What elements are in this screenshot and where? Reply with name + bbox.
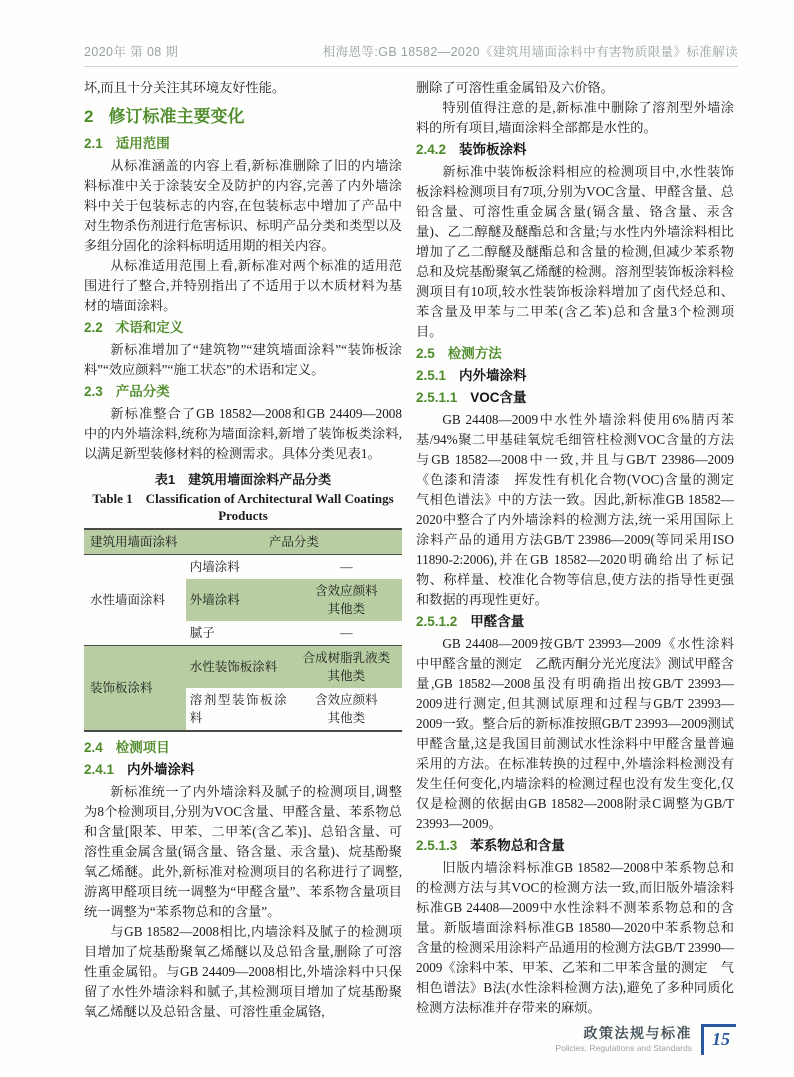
- section-number: 2: [84, 107, 94, 126]
- table-cell-line: 合成树脂乳液类: [302, 651, 391, 665]
- section-title: 检测方法: [447, 346, 502, 361]
- section-number: 2.5.1.2: [416, 614, 458, 629]
- table-cell-line: 含效应颜料: [315, 693, 378, 707]
- paragraph-carryover: 坏,而且十分关注其环境友好性能。: [84, 80, 286, 95]
- section-heading-2-4-1: [84, 760, 402, 780]
- section-title: 术语和定义: [115, 320, 184, 335]
- table-caption-en: [84, 490, 402, 524]
- paragraph: 新标准统一了内外墙涂料及腻子的检测项目,调整为8个检测项目,分别为VOC含量、甲醛含量、苯系物总和含量[限苯、甲苯、二甲苯(含乙苯)]、总铅含量、可溶性重金属含量(镉含量、铬含量、汞含量)、烷基酚聚氧乙烯醚。此外,新标准对检测项目的名称进行了调整,游离甲醛项目统一调整为“甲醛含量”、苯系物含量项目统一调整为“苯系物总和的含量”。: [84, 784, 402, 919]
- section-title: 检测项目: [115, 740, 170, 755]
- section-number: 2.2: [84, 320, 103, 335]
- section-title: 内外墙涂料: [127, 762, 195, 777]
- paragraph: 旧版内墙涂料标准GB 18582—2008中苯系物总和的检测方法与其VOC的检测方法一致,而旧版外墙涂料标准GB 24408—2009中水性涂料不测苯系物总和的含量。新版墙面涂料标准GB 18580—2020中苯系物总和含量的检测采用涂料产品通用的检测方法GB/T 23990—2009《涂料中苯、甲苯、乙苯和二甲苯含量的测定 气相色谱法》B法(水性涂料检测方法),避免了多种同质化检测方法标准并存带来的麻烦。: [416, 860, 734, 1015]
- section-title: VOC含量: [470, 390, 527, 405]
- section-heading-2-2: [84, 318, 402, 338]
- paragraph: 新标准中装饰板涂料相应的检测项目中,水性装饰板涂料检测项目有7项,分别为VOC含量、甲醛含量、总铅含量、可溶性重金属含量(镉含量、铬含量、汞含量)、乙二醇醚及醚酯总和含量;与水性内外墙涂料相比增加了乙二醇醚及醚酯总和含量的检测,但减少苯系物总和及烷基酚聚氧乙烯醚的检测。溶剂型装饰板涂料检测项目有10项,较水性装饰板涂料增加了卤代烃总和、苯含量及甲苯与二甲苯(含乙苯)总和含量3个检测项目。: [416, 164, 734, 339]
- table-group-cell: 装饰板涂料: [84, 646, 186, 732]
- table-caption-en-line1: Table 1 Classification of Architectural Wall Coatings: [92, 491, 394, 506]
- section-heading-2-1: [84, 134, 402, 154]
- section-title: 装饰板涂料: [459, 142, 527, 157]
- left-column: [84, 78, 402, 1022]
- table-cell: 腻子: [186, 621, 291, 646]
- table-cell-line: 其他类: [327, 711, 366, 725]
- section-title: 内外墙涂料: [459, 368, 527, 383]
- footer-section-subtitle: Policies, Regulations and Standards: [555, 1043, 692, 1053]
- article-body: [84, 78, 748, 1022]
- section-number: 2.4.2: [416, 142, 447, 157]
- section-number: 2.1: [84, 136, 103, 151]
- section-title: 苯系物总和含量: [470, 838, 565, 853]
- section-number: 2.3: [84, 384, 103, 399]
- table-cell: [291, 688, 402, 731]
- section-heading-2-5-1-2: [416, 612, 734, 632]
- table-cell-line: 其他类: [327, 602, 366, 616]
- section-heading-2-4-2: [416, 140, 734, 160]
- section-heading-2-3: [84, 382, 402, 402]
- paragraph: 新标准整合了GB 18582—2008和GB 24409—2008中的内外墙涂料,统称为墙面涂料,新增了装饰板类涂料,以满足新型装修材料的检测需求。具体分类见表1。: [84, 406, 402, 461]
- table-cell: 溶剂型装饰板涂料: [189, 693, 287, 725]
- section-number: 2.5.1.3: [416, 838, 458, 853]
- table-group-cell: 水性墙面涂料: [84, 555, 186, 646]
- table-cell-line: 含效应颜料: [315, 584, 378, 598]
- table-row: [84, 646, 402, 689]
- footer-section: [555, 1024, 692, 1053]
- section-number: 2.4: [84, 740, 103, 755]
- table-header-cell: 产品分类: [186, 529, 402, 555]
- paragraph: 新标准增加了“建筑物”“建筑墙面涂料”“装饰板涂料”“效应颜料”“施工状态”的术语和定义。: [84, 342, 402, 377]
- paragraph: 从标准涵盖的内容上看,新标准删除了旧的内墙涂料标准中关于涂装安全及防护的内容,完善了内外墙涂料中关于包装标志的内容,在包装标志中增加了产品中对生物杀伤剂进行危害标识、标明产品分类和类型以及多组分固化的涂料标明适用期的相关内容。: [84, 158, 402, 253]
- running-title: 相海恩等:GB 18582—2020《建筑用墙面涂料中有害物质限量》标准解读: [322, 45, 738, 59]
- section-number: 2.5.1: [416, 368, 447, 383]
- section-title: 产品分类: [115, 384, 170, 399]
- page-number-value: 15: [712, 1029, 730, 1049]
- table-cell: —: [291, 621, 402, 646]
- table-header-cell: 建筑用墙面涂料: [84, 529, 186, 555]
- section-heading-2-5-1-3: [416, 836, 734, 856]
- section-number: 2.5: [416, 346, 435, 361]
- section-heading-2: [84, 106, 402, 128]
- table-cell: 水性装饰板涂料: [186, 646, 291, 689]
- paragraph: GB 24408—2009按GB/T 23993—2009《水性涂料中甲醛含量的测定 乙酰丙酮分光光度法》测试甲醛含量,GB 18582—2008虽没有明确指出按GB/T 23993—2009进行测定,但其测试原理和过程与GB/T 23993—2009一致。整合后的新标准按照GB/T 23993—2009测试甲醛含量,这是我国目前测试水性涂料中甲醛含量普遍采用的方法。在标准转换的过程中,外墙涂料检测没有发生任何变化,内墙涂料的检测过程也没有发生变化,仅仅是检测的依据由GB 18582—2008附录C调整为GB/T 23993—2009。: [416, 636, 734, 831]
- issue-label: 2020年 第 08 期: [84, 45, 179, 59]
- paragraph: 从标准适用范围上看,新标准对两个标准的适用范围进行了整合,并特别指出了不适用于以木质材料为基材的墙面涂料。: [84, 258, 402, 313]
- section-number: 2.4.1: [84, 762, 115, 777]
- table-caption-zh: 表1 建筑用墙面涂料产品分类: [154, 472, 332, 487]
- section-title: 修订标准主要变化: [108, 107, 245, 126]
- table-row: [84, 555, 402, 580]
- table-cell: —: [340, 560, 353, 574]
- table-cell: [291, 646, 402, 689]
- section-title: 适用范围: [115, 136, 170, 151]
- table-cell: [291, 579, 402, 621]
- page-header: [84, 42, 738, 67]
- table-cell: 内墙涂料: [189, 560, 240, 574]
- section-heading-2-5-1-1: [416, 388, 734, 408]
- paragraph-carryover: 删除了可溶性重金属铅及六价铬。: [416, 80, 614, 95]
- footer-section-title: 政策法规与标准: [583, 1025, 692, 1041]
- page-number: [701, 1024, 736, 1055]
- table-cell: 外墙涂料: [186, 579, 291, 621]
- section-heading-2-4: [84, 738, 402, 758]
- page-footer: [555, 1024, 736, 1055]
- paragraph: GB 24408—2009中水性外墙涂料使用6%腈丙苯基/94%聚二甲基硅氧烷毛细管柱检测VOC含量的方法与GB 18582—2008中一致,并且与GB/T 23986—2009《色漆和清漆 挥发性有机化合物(VOC)含量的测定 气相色谱法》中的方法一致。因此,新标准GB 18582—2020中整合了内外墙涂料的检测方法,统一采用国际上涂料产品的通用方法GB/T 23986—2009(等同采用ISO 11890-2:2006),并在GB 18582—2020明确给出了标记物、称样量、校准化合物等信息,使方法的指导性更强和数据的再现性更好。: [416, 412, 748, 607]
- section-number: 2.5.1.1: [416, 390, 458, 405]
- paragraph: 与GB 18582—2008相比,内墙涂料及腻子的检测项目增加了烷基酚聚氧乙烯醚以及总铅含量,删除了可溶性重金属铅。与GB 24409—2008相比,外墙涂料中只保留了水性外墙涂料和腻子,其检测项目增加了烷基酚聚氧乙烯醚以及总铅含量、可溶性重金属铬,: [84, 924, 402, 1019]
- section-heading-2-5-1: [416, 366, 734, 386]
- section-heading-2-5: [416, 344, 734, 364]
- table-caption-en-line2: Products: [218, 508, 268, 523]
- paragraph: 特别值得注意的是,新标准中删除了溶剂型外墙涂料的所有项目,墙面涂料全部都是水性的。: [416, 100, 734, 135]
- classification-table: [84, 528, 402, 732]
- table-cell-line: 其他类: [327, 669, 366, 683]
- section-title: 甲醛含量: [470, 614, 525, 629]
- right-column: [416, 78, 748, 1022]
